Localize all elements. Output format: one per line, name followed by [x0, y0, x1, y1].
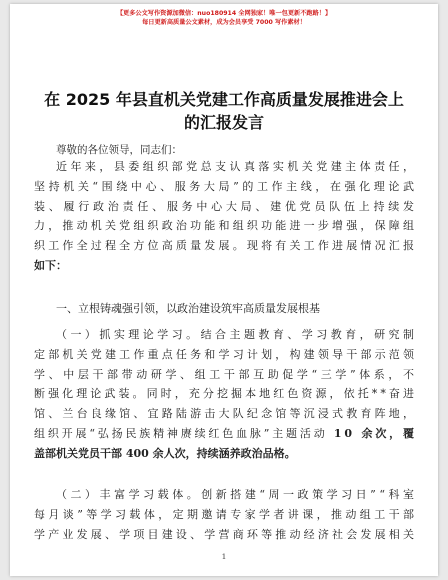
text-line: 馆、兰台良缘馆、宜路陆游击大队纪念馆等沉浸式教育阵地， [34, 407, 418, 421]
text-line: 力，推动机关党组织政治功能和组织功能进一步增强，保障组 [34, 219, 418, 233]
line-text: ，覆 [389, 426, 417, 440]
line-text: 组织开展“弘扬民族精神赓续红色血脉”主题活动 [34, 426, 334, 440]
document-page [10, 4, 438, 576]
banner-line-2: 每日更新高质量公文素材，成为会员享受 7000 写作素材！ [142, 19, 306, 26]
text-line: 定部机关党建工作重点任务和学习计划，构建领导干部示范领 [34, 347, 418, 361]
text-line: 学产业发展、学项目建设、学营商环等推动经济社会发展相关 [34, 527, 418, 541]
text-line: （一）抓实理论学习。结合主题教育、学习教育，研究制 [56, 328, 418, 341]
text-line: （二）丰富学习载体。创新搭建“周一政策学习日”“科室 [56, 488, 418, 501]
line-text: 盖部机关党员干部 [34, 446, 126, 460]
banner-line-1: 【更多公文写作资源加微信：nuo180914 全网独家！唯一包更新不跑路！】 [116, 10, 332, 17]
item-paragraph-2 [34, 485, 418, 544]
text-line: 如下： [34, 258, 67, 272]
text-line: 坚持机关“围绕中心、服务大局”的工作主线，在强化理论武 [34, 179, 418, 193]
text-line: 学、中层干部带动研学、组工干部互助促学“三学”体系，不 [34, 367, 418, 381]
text-line [34, 444, 414, 464]
promo-banner [10, 9, 438, 27]
text-line: 装、履行政治责任、服务中心大局、建优党员队伍上持续发 [34, 199, 418, 213]
text-line: 近年来，县委组织部党总支认真落实机关党建主体责任， [56, 160, 418, 173]
intro-paragraph [34, 157, 418, 276]
section-heading: 一、立根铸魂强引领，以政治建设筑牢高质量发展根基 [56, 302, 320, 315]
text-line [34, 424, 417, 444]
member-count: 400 余人次 [125, 446, 186, 460]
document-title: 在 2025 年县直机关党建工作高质量发展推进会上的汇报发言 [44, 90, 404, 132]
page-number: 1 [221, 552, 227, 561]
item-paragraph-1 [34, 325, 418, 464]
salutation: 尊敬的各位领导，同志们： [56, 144, 182, 156]
text-line: 每月谈”等学习载体，定期邀请专家学者讲课，推动组工干部 [34, 507, 418, 521]
activity-count: 10 余次 [333, 426, 390, 440]
text-line: 断强化理论武装。同时，充分挖掘本地红色资源，依托**奋进 [34, 387, 418, 401]
line-text: ，持续涵养政治品格。 [185, 446, 296, 460]
text-line: 织工作全过程全方位高质量发展。现将有关工作进展情况汇报 [34, 239, 418, 253]
